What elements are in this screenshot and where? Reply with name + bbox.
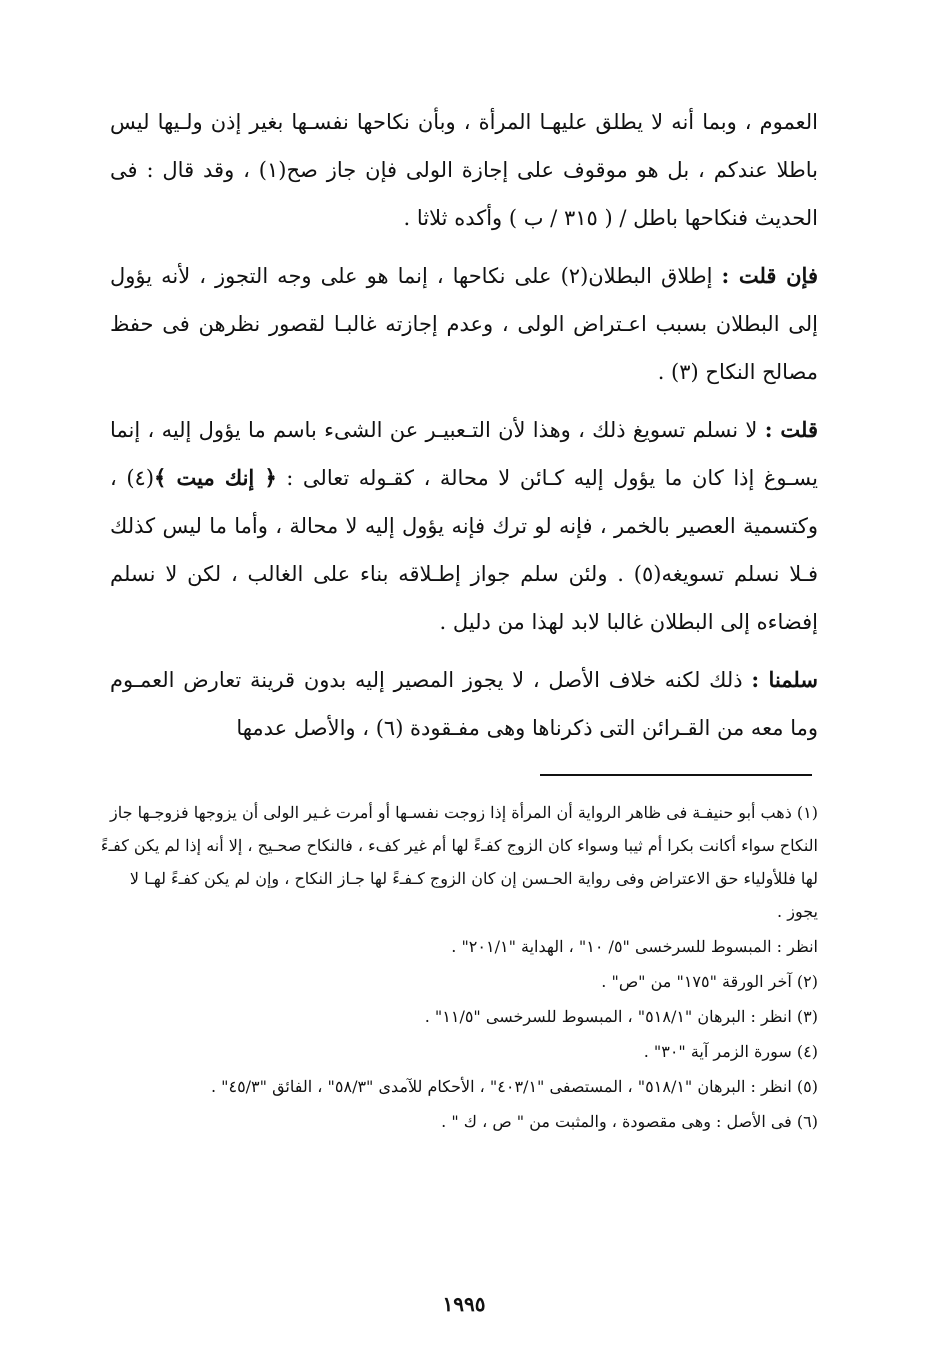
- quran-quote: ﴿ إنك ميت ﴾: [154, 465, 277, 490]
- paragraph-3: [110, 406, 818, 646]
- main-text: [110, 98, 818, 762]
- footnote-divider: [540, 774, 812, 776]
- footnote-6: (٦) فى الأصل : وهى مقصودة ، والمثبت من " ص ، ك " .: [441, 1112, 818, 1131]
- paragraph-1: [110, 98, 818, 242]
- footnote-1-reference: انظر : المبسوط للسرخسى "٥/ ١٠" ، الهداية "٢٠١/١" .: [451, 937, 818, 956]
- page-number: ١٩٩٥: [442, 1292, 486, 1316]
- paragraph-2-text: إطلاق البطلان(٢) على نكاحها ، إنما هو على وجه التجوز ، لأنه يؤول إلى البطلان بسبب اعـتراض الولى ، وعدم إجازته غالبـا لقصور نظرهن فى حفظ مصالح النكاح (٣) .: [110, 264, 818, 384]
- paragraph-3-text-b: (٤) ، وكتسمية العصير بالخمر ، فإنه لو ترك فإنه يؤول إليه لا محالة ، وأما ما ليس كذلك فـلا نسلم تسويغه(٥) . ولئن سلم جواز إطـلاقه بناء على الغالب ، لكن لا نسلم إفضاءه إلى البطلان غالبا لابد لهذا من دليل .: [110, 466, 819, 634]
- paragraph-4-text: ذلك لكنه خلاف الأصل ، لا يجوز المصير إليه بدون قرينة تعارض العمـوم وما معه من القـرائن التى ذكرناها وهى مفـقودة (٦) ، والأصل عدمها: [110, 668, 818, 740]
- paragraph-1-text: العموم ، وبما أنه لا يطلق عليهـا المرأة ، وبأن نكاحها نفسـها بغير إذن ولـيها ليس باطلا عندكم ، بل هو موقوف على إجازة الولى فإن جاز صح(١) ، وقد قال : فى الحديث فنكاحها باطل / ( ٣١٥ / ب ) وأكده ثلاثا .: [110, 110, 818, 230]
- paragraph-2-lead: فإن قلت :: [721, 263, 818, 288]
- footnotes: [100, 796, 818, 1140]
- footnote-3: (٣) انظر : البرهان "٥١٨/١" ، المبسوط للسرخسى "١١/٥" .: [424, 1007, 818, 1026]
- paragraph-4: [110, 656, 818, 752]
- paragraph-3-lead: قلت :: [764, 417, 818, 442]
- paragraph-4-lead: سلمنا :: [751, 667, 818, 692]
- footnote-2: (٢) آخر الورقة "١٧٥" من "ص" .: [601, 972, 818, 991]
- paragraph-2: [110, 252, 818, 396]
- footnote-4: (٤) سورة الزمر آية "٣٠" .: [643, 1042, 818, 1061]
- paragraph-3-text-a: لا نسلم تسويغ ذلك ، وهذا لأن التـعبيـر عن الشىء باسم ما يؤول إليه ، إنما يسـوغ إذا كان ما يؤول إليه كـائن لا محالة ، كقـوله تعالى :: [110, 418, 818, 490]
- footnote-5: (٥) انظر : البرهان "٥١٨/١" ، المستصفى "٤٠٣/١" ، الأحكام للآمدى "٥٨/٣" ، الفائق "٤٥/٣" .: [210, 1077, 818, 1096]
- footnote-1: (١) ذهب أبو حنيفـة فى ظاهر الرواية أن المرأة إذا زوجت نفسـها أو أمرت غـير الولى أن يزوجها فزوجـها جاز النكاح سواء أكانت بكرا أم ثيبا وسواء كان الزوج كفـءً لها أم غير كفء ، فالنكاح صحـيح ، إلا أنه إذا لم يكن كفـءً لها فللأولياء حق الاعتراض وفى رواية الحـسن إن كان الزوج كـفـءً لها جـاز النكاح ، وإن لم يكن كفـءً لهـا لا يجوز .: [100, 803, 818, 921]
